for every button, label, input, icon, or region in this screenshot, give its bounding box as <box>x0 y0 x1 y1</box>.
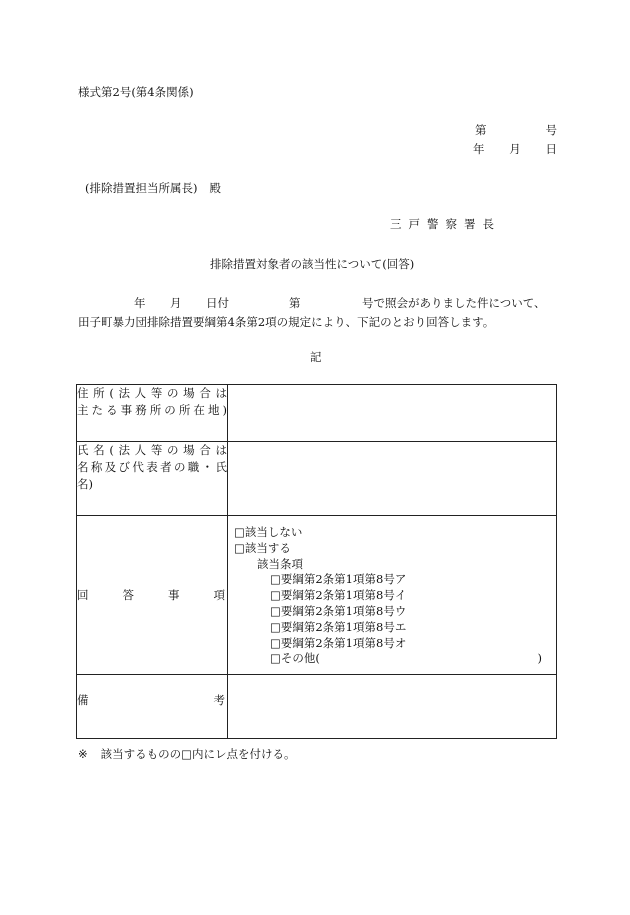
checkbox-clause-a[interactable]: □要綱第2条第1項第8号ア <box>270 572 407 587</box>
response-table <box>76 384 557 739</box>
body-line-1 <box>134 298 546 310</box>
footnote-mark: ※ <box>78 747 88 761</box>
ki-heading: 記 <box>310 350 322 364</box>
number-prefix: 第 <box>475 123 487 137</box>
answer-label <box>77 587 227 604</box>
checkbox-not-applicable[interactable]: □該当しない <box>234 525 303 539</box>
checkbox-clause-i[interactable]: □要綱第2条第1項第8号イ <box>270 588 407 603</box>
other-close: ) <box>537 651 542 666</box>
number-suffix: 号 <box>545 123 557 137</box>
addressee <box>85 183 221 195</box>
body-number-prefix: 第 <box>289 296 301 310</box>
answer-label-cell <box>77 516 228 675</box>
answer-label-char-3: 事 <box>168 587 180 602</box>
checkbox-other[interactable] <box>234 651 552 667</box>
sender: 三戸警察署長 <box>390 217 501 231</box>
address-row <box>77 385 557 442</box>
date-year: 年 <box>473 142 485 156</box>
body-line-2: 田子町暴力団排除措置要綱第4条第2項の規定により、下記のとおり回答します。 <box>78 315 495 329</box>
answer-row <box>77 516 557 675</box>
address-label-line-1: 住所(法人等の場合は <box>77 386 227 400</box>
name-value-cell[interactable] <box>228 442 557 516</box>
answer-label-char-1: 回 <box>77 587 89 602</box>
name-label-line-2: 名称及び代表者の職・氏 <box>77 460 227 474</box>
document-number-line <box>475 125 557 137</box>
remarks-value-cell[interactable] <box>228 675 557 739</box>
body-day: 日付 <box>206 296 229 310</box>
document-date-line <box>473 144 557 156</box>
answer-value-cell <box>228 516 557 675</box>
date-month: 月 <box>509 142 521 156</box>
remarks-label <box>77 675 227 709</box>
addressee-name: (排除措置担当所属長) <box>85 181 198 195</box>
name-label-cell <box>77 442 228 516</box>
name-label-line-1: 氏名(法人等の場合は <box>77 443 227 457</box>
date-day: 日 <box>545 142 557 156</box>
remarks-row <box>77 675 557 739</box>
form-number: 様式第2号(第4条関係) <box>78 85 194 99</box>
name-row <box>77 442 557 516</box>
footnote <box>78 749 296 761</box>
address-value-cell[interactable] <box>228 385 557 442</box>
remarks-label-char-2: 考 <box>213 693 225 707</box>
document-subject: 排除措置対象者の該当性について(回答) <box>210 257 415 271</box>
footnote-text: 該当するものの□内にレ点を付ける。 <box>100 747 296 761</box>
other-open: □その他( <box>270 651 320 666</box>
answer-label-char-2: 答 <box>122 587 134 602</box>
answer-label-char-4: 項 <box>213 587 225 602</box>
addressee-honorific: 殿 <box>209 181 221 195</box>
address-label-cell <box>77 385 228 442</box>
checkbox-clause-e[interactable]: □要綱第2条第1項第8号エ <box>270 619 407 634</box>
body-month: 月 <box>170 296 182 310</box>
name-label-line-3: 名) <box>77 477 93 491</box>
checkbox-clause-o[interactable]: □要綱第2条第1項第8号オ <box>270 635 407 650</box>
body-year: 年 <box>134 296 146 310</box>
body-number-rest: 号で照会がありました件について、 <box>362 296 546 310</box>
checkbox-clause-u[interactable]: □要綱第2条第1項第8号ウ <box>270 603 407 618</box>
clause-heading: 該当条項 <box>257 556 303 571</box>
checkbox-applicable[interactable]: □該当する <box>234 540 291 555</box>
remarks-label-char-1: 備 <box>77 693 89 707</box>
remarks-label-cell <box>77 675 228 739</box>
address-label-line-2: 主たる事務所の所在地) <box>77 403 227 417</box>
